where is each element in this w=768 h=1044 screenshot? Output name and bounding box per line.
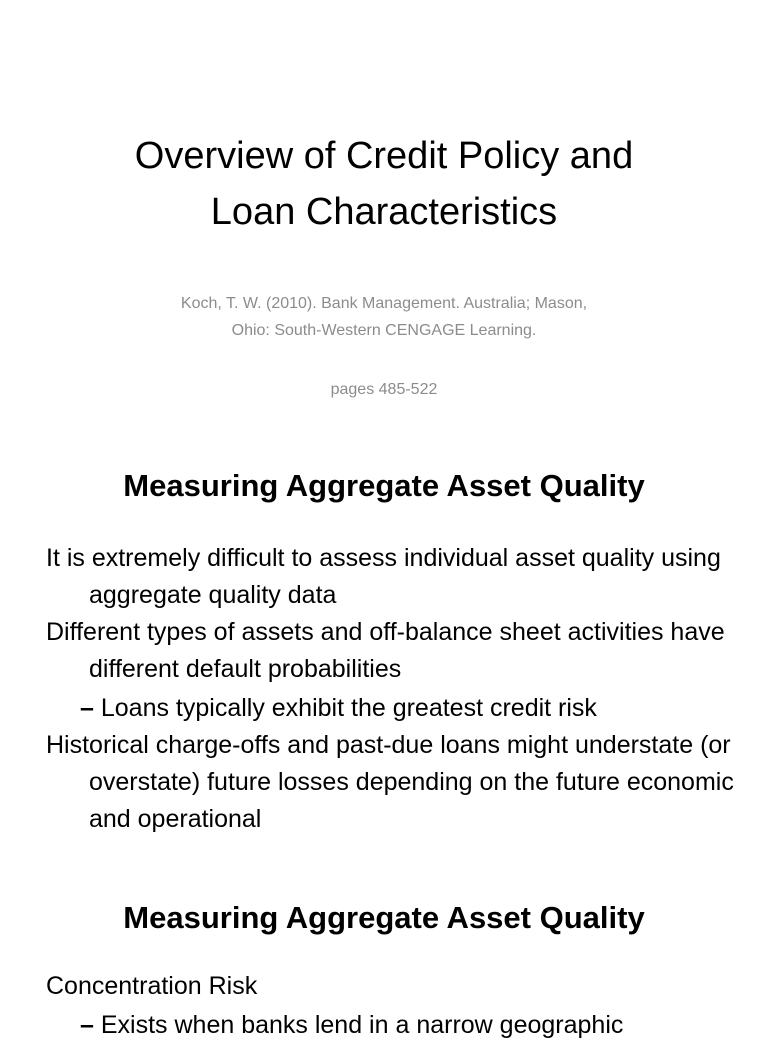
slide-2-bullets [46, 540, 746, 838]
sub-bullet-item [46, 1007, 746, 1044]
citation-line-1: Koch, T. W. (2010). Bank Management. Australia; Mason, [180, 295, 588, 312]
citation [0, 290, 768, 344]
citation-line-2: Ohio: South-Western CENGAGE Learning. [231, 322, 537, 339]
document-title [0, 128, 768, 240]
slide-3-bullets [46, 968, 746, 1044]
title-line-1: Overview of Credit Policy and [134, 135, 634, 177]
dash-bullet-icon: – [80, 694, 94, 722]
title-slide [0, 128, 768, 403]
sub-bullet-item [46, 690, 746, 727]
sub-bullet-text: Loans typically exhibit the greatest credit risk [100, 694, 597, 722]
bullet-item: Historical charge-offs and past-due loans might understate (or overstate) future losses depending on the future economic and operational [46, 731, 734, 833]
bullet-item: Different types of assets and off-balance sheet activities have different default probabilities [46, 618, 725, 683]
slide-2-heading: Measuring Aggregate Asset Quality [123, 468, 645, 503]
dash-bullet-icon: – [80, 1011, 94, 1039]
slide-3-heading: Measuring Aggregate Asset Quality [123, 900, 645, 935]
page-range: pages 485-522 [330, 381, 438, 398]
sub-bullet-text: Exists when banks lend in a narrow geographic [100, 1011, 624, 1039]
bullet-item: It is extremely difficult to assess individual asset quality using aggregate quality data [46, 544, 721, 609]
bullet-item: Concentration Risk [46, 972, 258, 1000]
title-line-2: Loan Characteristics [210, 191, 558, 233]
